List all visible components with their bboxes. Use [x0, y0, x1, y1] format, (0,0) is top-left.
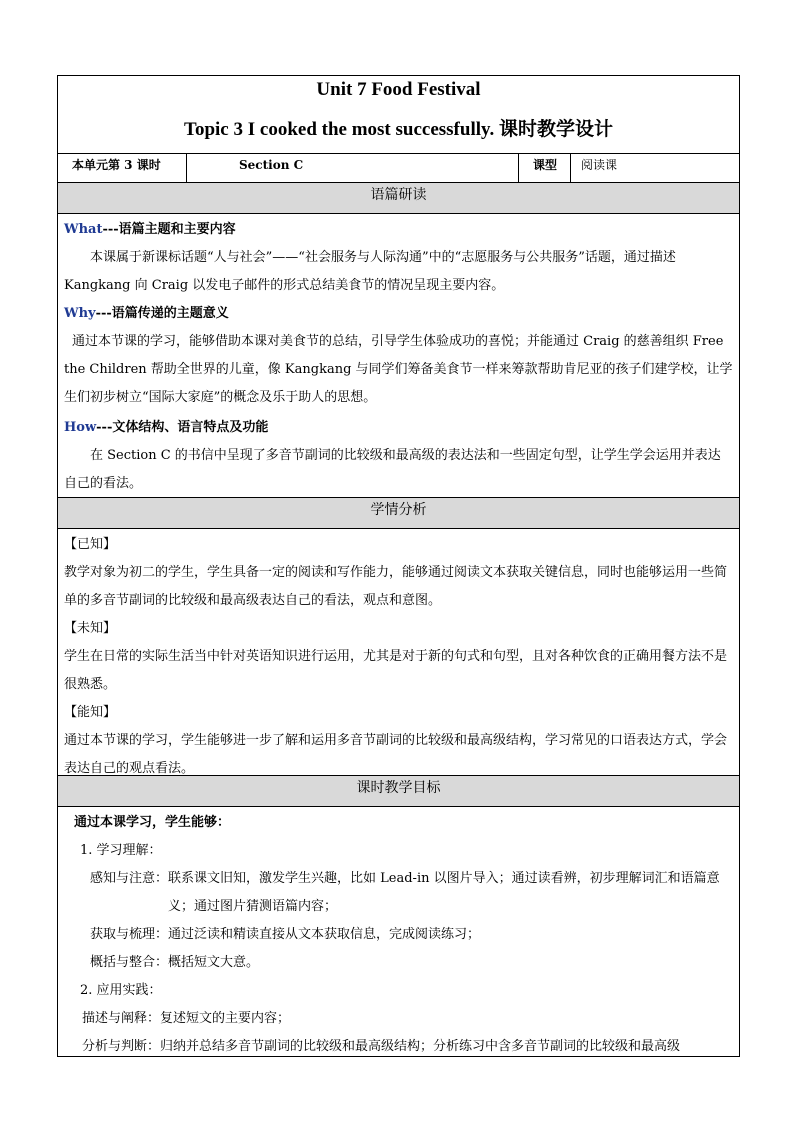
- item2-a-label: 描述与阐释：: [82, 1011, 161, 1026]
- what-text: 本课属于新课标话题“人与社会”——“社会服务与人际沟通”中的“志愿服务与公共服务”话题，通过描述 Kangkang 向 Craig 以发电子邮件的形式总结美食节的情况呈现主要内容。: [64, 250, 676, 293]
- objectives-header: 课时教学目标: [58, 776, 739, 807]
- unit-title: Unit 7 Food Festival: [316, 79, 481, 100]
- item2-b-text: 归纳并总结多音节副词的比较级和最高级结构；分析练习中含多音节副词的比较级和最高级: [160, 1039, 681, 1054]
- why-heading: [64, 300, 733, 328]
- reading-header: 语篇研读: [58, 183, 739, 214]
- item2-b: [64, 1033, 733, 1061]
- reading-content: [58, 214, 739, 498]
- item1-b-label: 获取与梳理：: [90, 927, 169, 942]
- item1-a-label: 感知与注意：: [90, 871, 169, 886]
- how-heading: [64, 414, 733, 442]
- item2-a: [64, 1005, 733, 1033]
- item2-b-label: 分析与判断：: [82, 1039, 161, 1054]
- how-text: 在 Section C 的书信中呈现了多音节副词的比较级和最高级的表达法和一些固定句型，让学生学会运用并表达自己的看法。: [64, 448, 721, 491]
- item1-c: [64, 949, 733, 977]
- analysis-content: [58, 529, 739, 776]
- meta-row: [58, 154, 739, 183]
- what-key: What: [64, 222, 103, 237]
- known-label: 【已知】: [64, 537, 117, 552]
- known-text: 教学对象为初二的学生，学生具备一定的阅读和写作能力，能够通过阅读文本获取关键信息，同时也能够运用一些简单的多音节副词的比较级和最高级表达自己的看法，观点和意图。: [64, 565, 728, 608]
- lesson-number: 本单元第 3 课时: [58, 154, 187, 182]
- why-label: ---语篇传递的主题意义: [95, 306, 229, 321]
- item1-a-text: 联系课文旧知，激发学生兴趣，比如 Lead-in 以图片导入；通过读看辨，初步理解词汇和语篇意义；通过图片猜测语篇内容；: [168, 871, 720, 914]
- objectives-content: [58, 807, 739, 1057]
- able-text: 通过本节课的学习，学生能够进一步了解和运用多音节副词的比较级和最高级结构，学习常见的口语表达方式，学会表达自己的观点看法。: [64, 733, 728, 776]
- unknown-label: 【未知】: [64, 621, 117, 636]
- what-heading: [64, 216, 733, 244]
- section-name: Section C: [187, 154, 519, 182]
- lesson-plan-table: [57, 75, 740, 1057]
- item1-b: [64, 921, 733, 949]
- objectives-intro: 通过本课学习，学生能够：: [74, 815, 231, 830]
- how-label: ---文体结构、语言特点及功能: [96, 420, 269, 435]
- item1-title: 1. 学习理解：: [80, 843, 162, 858]
- title-block: [58, 76, 739, 154]
- item1-b-text: 通过泛读和精读直接从文本获取信息，完成阅读练习；: [168, 927, 481, 942]
- how-key: How: [64, 420, 97, 435]
- why-text: 通过本节课的学习，能够借助本课对美食节的总结，引导学生体验成功的喜悦；并能通过 Craig 的慈善组织 Free the Children 帮助全世界的儿童，像 Kangkang 与同学们筹备美食节一样来筹款帮助肯尼亚的孩子们建学校，让学生们初步树立“国际大家庭”的概念及乐于助人的思想。: [64, 334, 733, 405]
- type-label: 课型: [519, 154, 571, 182]
- topic-title: Topic 3 I cooked the most successfully. 课时教学设计: [184, 119, 613, 140]
- unknown-text: 学生在日常的实际生活当中针对英语知识进行运用，尤其是对于新的句式和句型，且对各种饮食的正确用餐方法不是很熟悉。: [64, 649, 728, 692]
- able-label: 【能知】: [64, 705, 117, 720]
- analysis-header: 学情分析: [58, 498, 739, 529]
- item2-a-text: 复述短文的主要内容；: [160, 1011, 291, 1026]
- item1-c-text: 概括短文大意。: [168, 955, 260, 970]
- what-label: ---语篇主题和主要内容: [102, 222, 236, 237]
- item1-c-label: 概括与整合：: [90, 955, 169, 970]
- why-key: Why: [64, 306, 96, 321]
- type-value: 阅读课: [581, 158, 618, 172]
- item2-title: 2. 应用实践：: [80, 983, 162, 998]
- item1-a: [64, 865, 733, 921]
